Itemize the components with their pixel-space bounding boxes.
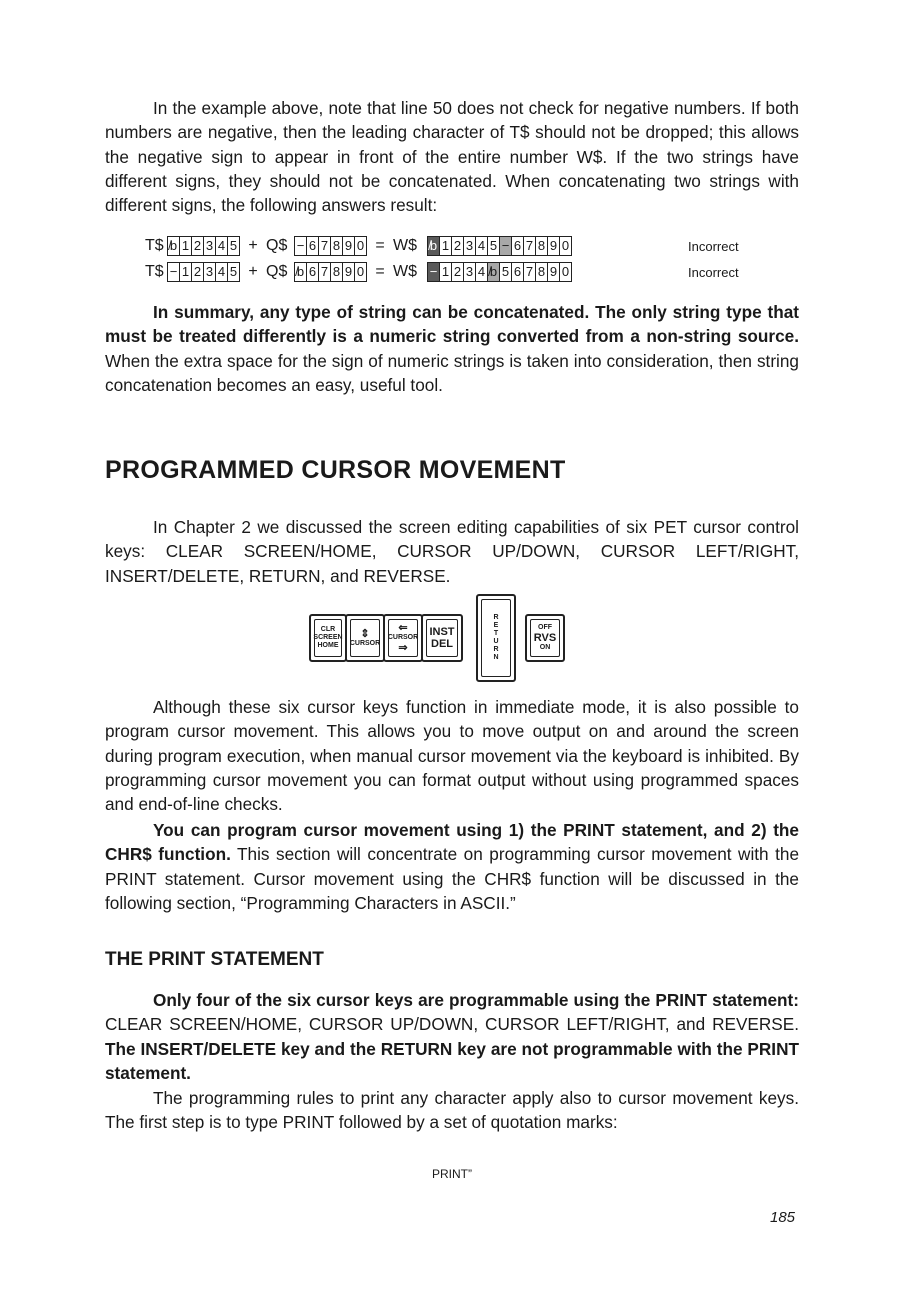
char-box: 3 xyxy=(464,263,476,281)
w-label: W$ xyxy=(393,237,417,254)
paragraph-programming-rules: The programming rules to print any character apply also to cursor movement keys. The first step is to type PRINT followed by a set of quotation marks: xyxy=(105,1088,799,1133)
page-number: 185 xyxy=(770,1209,796,1226)
char-box: 4 xyxy=(476,263,488,281)
paragraph-four-keys: Only four of the six cursor keys are programmable using the PRINT statement: CLEAR SCREEN/HOME, CURSOR UP/DOWN, CURSOR LEFT/RIGHT, and REVERSE. The INSERT/DELETE key and the RETURN key are not programmable with the PRINT statement. xyxy=(105,990,799,1083)
paragraph-immediate-mode: Although these six cursor keys function in immediate mode, it is also possible to program cursor movement. This allows you to move output on and around the screen during program execution, when manual cursor movement via the keyboard is inhibited. By programming cursor movement you can format output without using programmed spaces and end-of-line checks. xyxy=(105,697,799,815)
q-string-boxes xyxy=(294,262,367,282)
char-box: 6 xyxy=(307,263,319,281)
char-box: 7 xyxy=(319,263,331,281)
char-box: 5 xyxy=(229,238,238,253)
char-box: 8 xyxy=(331,237,343,255)
char-box: 1 xyxy=(440,237,452,255)
equals-sign: = xyxy=(375,263,385,280)
char-box: 6 xyxy=(512,263,524,281)
t-label: T$ xyxy=(145,263,164,280)
incorrect-note-1: Incorrect xyxy=(688,239,739,254)
char-box: 9 xyxy=(343,263,355,281)
t-string-boxes xyxy=(167,236,240,256)
incorrect-note-2: Incorrect xyxy=(688,265,739,280)
q-string-boxes xyxy=(294,236,367,256)
char-box: 1 xyxy=(180,263,192,281)
char-box: − xyxy=(295,237,307,255)
return-key: R E T U R N xyxy=(476,594,516,682)
string-row-1 xyxy=(145,235,572,257)
t-label: T$ xyxy=(145,237,164,254)
char-box: 8 xyxy=(536,263,548,281)
paragraph-program-cursor: You can program cursor movement using 1) the PRINT statement, and 2) the CHR$ function. This section will concentrate on programming cursor movement with the PRINT statement. Cursor movement using the CHR$ function will be discussed in the following section, “Programming Characters in ASCII.” xyxy=(105,820,800,913)
char-box: 2 xyxy=(452,237,464,255)
char-box: 3 xyxy=(464,237,476,255)
w-string-boxes xyxy=(427,262,572,282)
char-box: − xyxy=(168,263,180,281)
section-heading: PROGRAMMED CURSOR MOVEMENT xyxy=(105,456,566,484)
plus-sign: + xyxy=(248,263,258,280)
char-box: 9 xyxy=(343,237,355,255)
char-box: 0 xyxy=(561,238,570,253)
q-label: Q$ xyxy=(266,263,288,280)
char-box: 0 xyxy=(356,238,365,253)
w-string-boxes xyxy=(427,236,572,256)
char-box: ̸b xyxy=(168,237,180,255)
char-box: 4 xyxy=(216,237,228,255)
char-box: − xyxy=(428,263,440,281)
paragraph-negative-numbers: In the example above, note that line 50 does not check for negative numbers. If both numbers are negative, then the leading character of T$ should not be dropped; this allows the negative sign to appear in front of the entire number W$. If the two strings have different signs, they should not be concatenated. When concatenating two strings with different signs, the following answers result: xyxy=(105,98,799,216)
char-box: 9 xyxy=(548,237,560,255)
cursor-up-down-key: ⇕ CURSOR xyxy=(345,614,385,662)
char-box: 8 xyxy=(331,263,343,281)
char-box: 4 xyxy=(476,237,488,255)
q-label: Q$ xyxy=(266,237,288,254)
w-label: W$ xyxy=(393,263,417,280)
char-box: ̸b xyxy=(295,263,307,281)
clr-home-key: CLR SCREEN HOME xyxy=(309,614,347,662)
char-box: 0 xyxy=(356,264,365,279)
char-box: − xyxy=(500,237,512,255)
char-box: 4 xyxy=(216,263,228,281)
char-box: 7 xyxy=(319,237,331,255)
paragraph-chapter-2: In Chapter 2 we discussed the screen editing capabilities of six PET cursor control keys: CLEAR SCREEN/HOME, CURSOR UP/DOWN, CURSOR LEFT/RIGHT, INSERT/DELETE, RETURN, and REVERSE. xyxy=(105,517,799,586)
char-box: 7 xyxy=(524,263,536,281)
char-box: 8 xyxy=(536,237,548,255)
subsection-heading: THE PRINT STATEMENT xyxy=(105,949,324,970)
char-box: 6 xyxy=(307,237,319,255)
rvs-key: OFF RVS ON xyxy=(525,614,565,662)
char-box: 2 xyxy=(452,263,464,281)
char-box: ̸b xyxy=(428,237,440,255)
char-box: 5 xyxy=(500,263,512,281)
char-box: 1 xyxy=(180,237,192,255)
char-box: 2 xyxy=(192,263,204,281)
char-box: ̸b xyxy=(488,263,500,281)
paragraph-summary: In summary, any type of string can be concatenated. The only string type that must be treated differently is a numeric string converted from a non-string source. When the extra space for the sign of numeric strings is taken into consideration, then string concatenation becomes an easy, useful tool. xyxy=(105,302,799,395)
string-row-2 xyxy=(145,261,572,283)
inst-del-key: INST DEL xyxy=(421,614,463,662)
char-box: 3 xyxy=(204,263,216,281)
char-box: 5 xyxy=(488,237,500,255)
char-box: 0 xyxy=(561,264,570,279)
print-example: PRINT” xyxy=(432,1167,472,1181)
plus-sign: + xyxy=(248,237,258,254)
char-box: 2 xyxy=(192,237,204,255)
char-box: 1 xyxy=(440,263,452,281)
char-box: 9 xyxy=(548,263,560,281)
t-string-boxes xyxy=(167,262,240,282)
char-box: 6 xyxy=(512,237,524,255)
char-box: 7 xyxy=(524,237,536,255)
char-box: 5 xyxy=(229,264,238,279)
char-box: 3 xyxy=(204,237,216,255)
equals-sign: = xyxy=(375,237,385,254)
cursor-left-right-key: ⇐ CURSOR ⇒ xyxy=(383,614,423,662)
